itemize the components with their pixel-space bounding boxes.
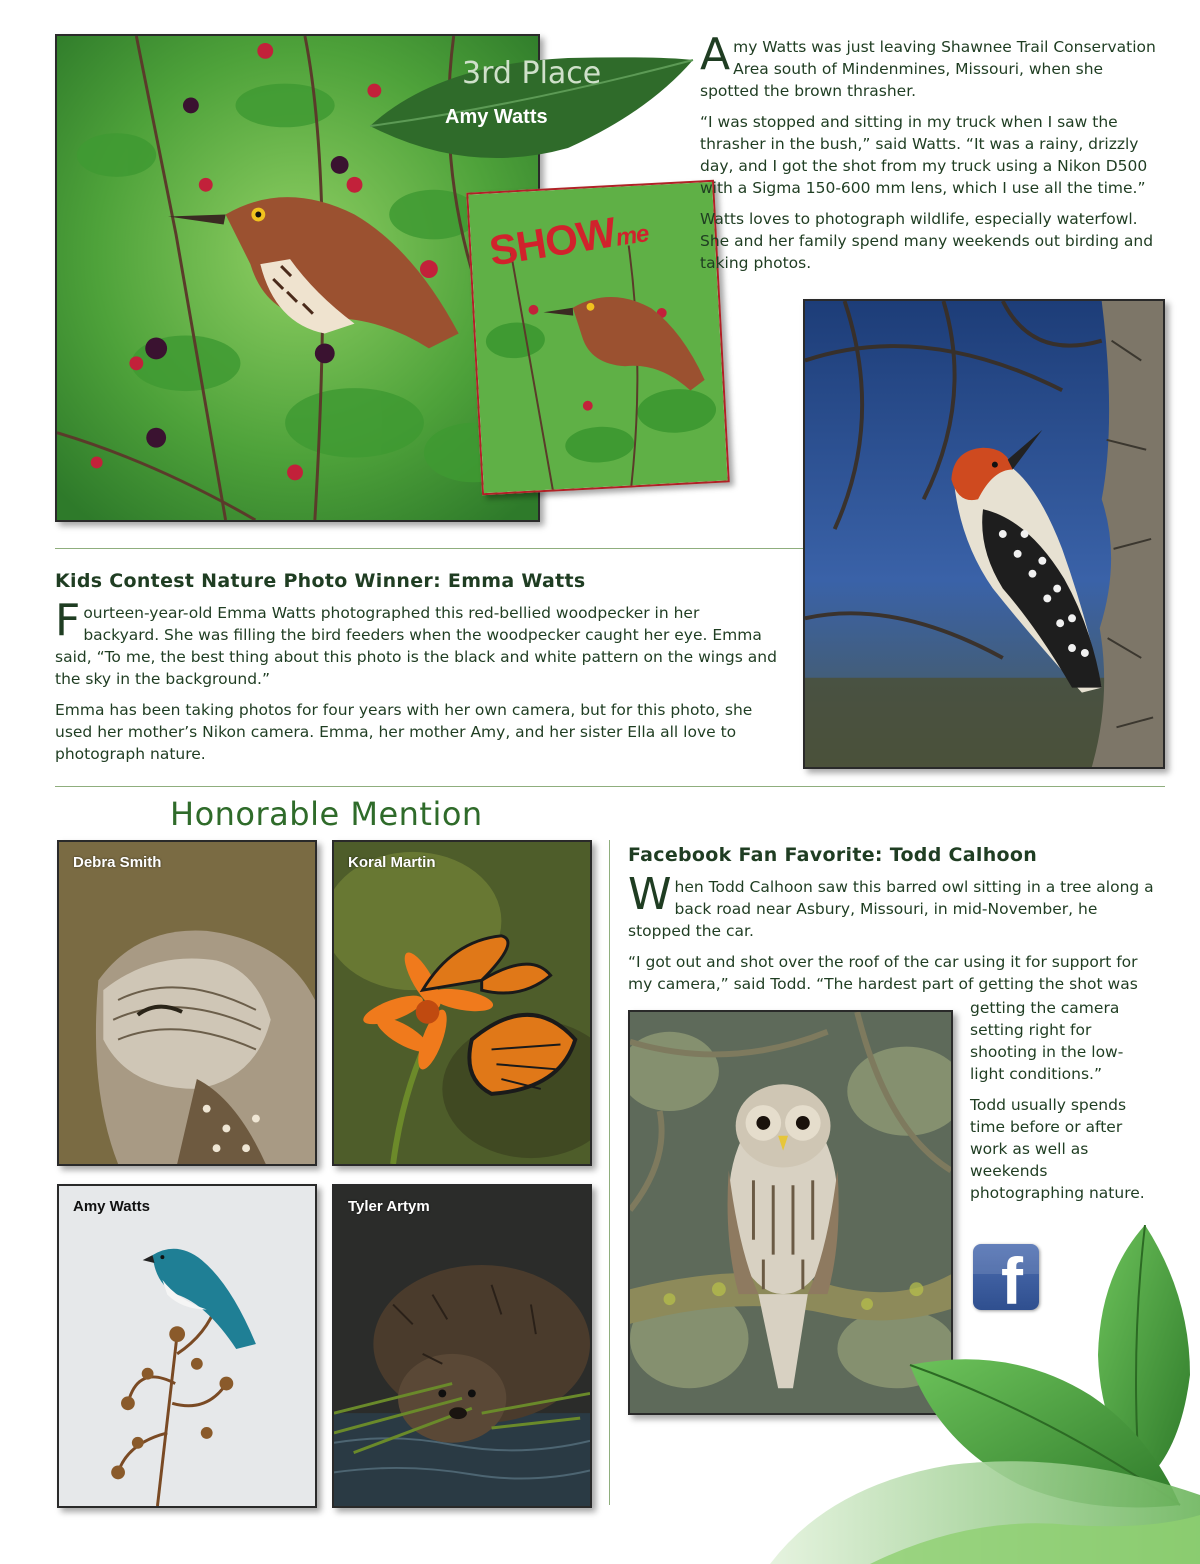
honorable-name-1: Debra Smith	[73, 854, 162, 871]
cover-logo-suffix: me	[613, 220, 651, 252]
dropcap-f: F	[55, 595, 81, 646]
kids-contest-paragraph-2: Emma has been taking photos for four years with her own camera, but for this photo, she used her mother’s Nikon camera. Emma, her mother Amy, and her sister Ella all love to photograph nature.	[55, 701, 753, 763]
dropcap-a: A	[700, 29, 731, 80]
facebook-paragraph-2-wide: “I got out and shot over the roof of the car using it for support for my camera,” said Todd. “The hardest part of getting the shot was	[628, 953, 1138, 993]
kids-contest-heading: Kids Contest Nature Photo Winner: Emma Watts	[55, 570, 586, 592]
honorable-name-4: Tyler Artym	[348, 1198, 430, 1215]
divider-middle	[55, 786, 1165, 787]
kids-contest-paragraph-1: Fourteen-year-old Emma Watts photographed this red-bellied woodpecker in her backyard. She was filling the bird feeders when the woodpecker caught her eye. Emma said, “To me, the best thing about this photo is the black and white pattern on the wings and the sky in the background.”	[55, 595, 777, 688]
place-label: 3rd Place	[462, 56, 602, 91]
dropcap-w: W	[628, 869, 672, 920]
third-place-story	[700, 29, 1166, 283]
divider-top	[55, 548, 803, 549]
decorative-leaves	[750, 1225, 1200, 1564]
magazine-cover	[466, 180, 730, 496]
facebook-logo-letter: f	[1001, 1244, 1023, 1310]
honorable-mention-heading: Honorable Mention	[170, 795, 483, 833]
honorable-photo-butterflies	[332, 840, 592, 1166]
third-place-paragraph-2: “I was stopped and sitting in my truck when I saw the thrasher in the bush,” said Watts. “It was a rainy, drizzly day, and I got the shot from my truck using a Nikon D500 with a Sigma 150-600 mm lens, which I use all the time.”	[700, 113, 1148, 197]
honorable-photo-swallow	[57, 1184, 317, 1508]
facebook-section	[628, 844, 1158, 995]
third-place-paragraph-3: Watts loves to photograph wildlife, especially waterfowl. She and her family spend many weekends out birding and taking photos.	[700, 210, 1154, 272]
kids-contest-section	[55, 570, 780, 774]
divider-vertical	[609, 840, 610, 1505]
woodpecker-photo	[803, 299, 1165, 769]
honorable-photo-beaver	[332, 1184, 592, 1508]
facebook-heading: Facebook Fan Favorite: Todd Calhoon	[628, 844, 1038, 866]
facebook-narrow-column	[970, 997, 1152, 1213]
third-place-paragraph-1: Amy Watts was just leaving Shawnee Trail Conservation Area south of Mindenmines, Missouri, when she spotted the brown thrasher.	[700, 29, 1156, 100]
honorable-name-3: Amy Watts	[73, 1198, 150, 1215]
facebook-paragraph-3: Todd usually spends time before or after work as well as weekends photographing nature.	[970, 1096, 1145, 1202]
honorable-photo-owl	[57, 840, 317, 1166]
cover-logo: SHOW	[486, 208, 619, 275]
facebook-paragraph-1: When Todd Calhoon saw this barred owl sitting in a tree along a back road near Asbury, Missouri, in mid-November, he stopped the car.	[628, 869, 1154, 940]
facebook-paragraph-2-narrow: getting the camera setting right for shooting in the low-light conditions.”	[970, 999, 1124, 1083]
winner-name: Amy Watts	[445, 106, 548, 128]
honorable-name-2: Koral Martin	[348, 854, 436, 871]
